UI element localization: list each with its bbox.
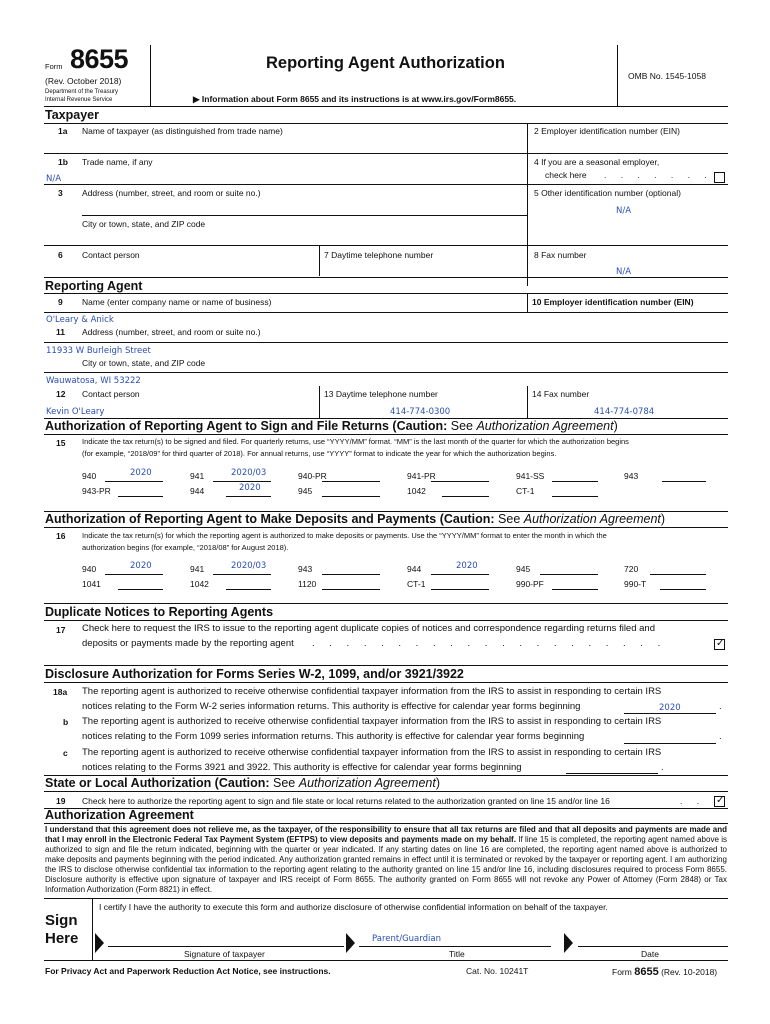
address-label: Address (number, street, and room or suite no.) [82,188,261,198]
l15-941-label: 941 [190,471,205,481]
l16-1120-label: 1120 [298,579,317,589]
taxpayer-section-title: Taxpayer [45,108,99,122]
l15-940-value[interactable]: 2020 [130,468,152,478]
agent-address-value[interactable]: 11933 W Burleigh Street [46,346,151,356]
l16-941-label: 941 [190,564,205,574]
l16-940-label: 940 [82,564,97,574]
l15-944-label: 944 [190,486,205,496]
other-id-label: 5 Other identification number (optional) [534,188,681,198]
fax-value[interactable]: N/A [616,267,632,277]
agent-contact-label: Contact person [82,389,140,399]
footer-form-id: Form 8655 (Rev. 10-2018) [612,966,718,978]
seasonal-label-2: check here [545,170,587,180]
line-18c-number: c [63,748,68,758]
check-mark-icon: ✓ [716,795,725,806]
date-field[interactable] [578,930,728,945]
sign-file-title: Authorization of Reporting Agent to Sign and File Returns (Caution: See Authorization Agreement) [45,419,618,433]
line-18b-text-1: The reporting agent is authorized to receive otherwise confidential taxpayer information from the IRS to assist in responding to certain IRS [82,716,662,727]
city-label: City or town, state, and ZIP code [82,219,206,229]
l16-944-label: 944 [407,564,422,574]
line-18b-text-2: notices relating to the Form 1099 series information returns. This authority is effective for calendar year forms beginning [82,731,585,742]
l15-940pr-label: 940-PR [298,471,327,481]
fax-label: 8 Fax number [534,250,587,260]
agreement-title: Authorization Agreement [45,808,194,822]
line-16-text-2: authorization begins (for example, “2018/08” for August 2018). [82,543,289,552]
line-17-number: 17 [56,625,66,635]
l15-941-value[interactable]: 2020/03 [231,468,267,478]
daytime-phone-label: 7 Daytime telephone number [324,250,434,260]
line-1b-number: 1b [58,157,68,167]
line-17-text-2: deposits or payments made by the reporting agent [82,638,294,649]
line-19-dots: . . [680,796,706,806]
date-label: Date [641,949,659,959]
l16-1042-label: 1042 [190,579,209,589]
line-18c-text-2: notices relating to the Forms 3921 and 3922. This authority is effective for calendar year forms beginning [82,762,522,773]
line-18a-value[interactable]: 2020 [659,703,681,713]
line-18b-period: . [719,731,722,742]
l16-943-label: 943 [298,564,313,574]
arrow-right-icon [564,933,573,953]
l16-1041-label: 1041 [82,579,101,589]
ein-label: 2 Employer identification number (EIN) [534,126,680,136]
line-19-number: 19 [56,796,66,806]
line-18a-period: . [719,701,722,712]
agent-name-label: Name (enter company name or name of business) [82,297,272,307]
line-17-text-1: Check here to request the IRS to issue to the reporting agent duplicate copies of notices and correspondence regarding returns filed and [82,623,655,634]
check-mark-icon: ✓ [716,638,725,649]
l16-720-label: 720 [624,564,639,574]
agent-fax-label: 14 Fax number [532,389,590,399]
trade-name-value[interactable]: N/A [46,174,62,184]
title-value[interactable]: Parent/Guardian [372,934,441,944]
l15-943pr-label: 943-PR [82,486,111,496]
sign-here-label: Sign Here [45,912,79,947]
line-3-number: 3 [58,188,63,198]
agent-contact-value[interactable]: Kevin O'Leary [46,407,105,417]
title-label: Title [449,949,465,959]
line-18a-text-2: notices relating to the Form W-2 series information returns. This authority is effective for calendar year forms beginning [82,701,581,712]
l16-945-label: 945 [516,564,531,574]
l15-940-label: 940 [82,471,97,481]
form-title: Reporting Agent Authorization [266,54,505,72]
line-18a-text-1: The reporting agent is authorized to receive otherwise confidential taxpayer information from the IRS to assist in responding to certain IRS [82,686,662,697]
l15-944-value[interactable]: 2020 [239,483,261,493]
agent-name-value[interactable]: O'Leary & Anick [46,315,114,325]
duplicate-notices-checkbox[interactable] [714,639,725,650]
line-15-number: 15 [56,438,66,448]
line-19-text: Check here to authorize the reporting agent to sign and file state or local returns related to the authorization granted on line 15 and/or line 16 [82,796,610,806]
deposits-title: Authorization of Reporting Agent to Make Deposits and Payments (Caution: See Authorization Agreement) [45,512,666,526]
line-12-number: 12 [56,389,66,399]
arrow-right-icon [95,933,104,953]
line-16-number: 16 [56,531,66,541]
department-line-1: Department of the Treasury [45,89,119,95]
line-15-text-2: (for example, “2018/09” for third quarter of 2018). For annual returns, use “YYYY” format to indicate the year for which the authorization begins. [82,449,557,458]
state-title: State or Local Authorization (Caution: See Authorization Agreement) [45,776,441,790]
trade-name-label: Trade name, if any [82,157,153,167]
agent-section-title: Reporting Agent [45,279,143,293]
form-word: Form [45,62,63,71]
revision: (Rev. October 2018) [45,76,122,86]
agent-city-label: City or town, state, and ZIP code [82,358,206,368]
line-17-dots: . . . . . . . . . . . . . . . . . . . . . [312,638,667,649]
l16-ct1-label: CT-1 [407,579,426,589]
l15-941ss-label: 941-SS [516,471,545,481]
line-1a-number: 1a [58,126,68,136]
line-18b-number: b [63,717,69,727]
l15-943-label: 943 [624,471,639,481]
agent-ein-label: 10 Employer identification number (EIN) [532,297,694,307]
line-6-number: 6 [58,250,63,260]
l16-990pf-label: 990-PF [516,579,544,589]
signature-field[interactable] [108,930,344,945]
seasonal-employer-checkbox[interactable] [714,172,725,183]
l16-940-value[interactable]: 2020 [130,561,152,571]
line-18a-number: 18a [53,687,68,697]
agent-city-value[interactable]: Wauwatosa, WI 53222 [46,376,141,386]
disclosure-title: Disclosure Authorization for Forms Series W-2, 1099, and/or 3921/3922 [45,667,464,681]
seasonal-dots: . . . . . . . [604,170,713,180]
taxpayer-name-label: Name of taxpayer (as distinguished from trade name) [82,126,283,136]
l16-941-value[interactable]: 2020/03 [231,561,267,571]
agent-fax-value[interactable]: 414-774-0784 [594,407,655,417]
contact-person-label: Contact person [82,250,140,260]
agent-address-label: Address (number, street, and room or suite no.) [82,327,261,337]
department-line-2: Internal Revenue Service [45,97,113,103]
privacy-notice: For Privacy Act and Paperwork Reduction Act Notice, see instructions. [45,966,331,976]
line-11-number: 11 [56,327,65,337]
line-15-text-1: Indicate the tax return(s) to be signed and filed. For quarterly returns, use “YYYY/MM” format. “MM” is the last month of the quarter for which the authorization begins [82,437,629,446]
arrow-right-icon [346,933,355,953]
duplicate-title: Duplicate Notices to Reporting Agents [45,605,274,619]
certify-text: I certify I have the authority to execute this form and authorize disclosure of otherwise confidential information on behalf of the taxpayer. [99,902,608,912]
omb-number: OMB No. 1545-1058 [628,71,706,81]
agent-phone-label: 13 Daytime telephone number [324,389,438,399]
agreement-text: I understand that this agreement does not relieve me, as the taxpayer, of the responsibility to ensure that all tax returns are filed and that all deposits and payments are made and that I may enroll in the Electronic Federal Tax Payment System (EFTPS) to view deposits and payments made on my behalf. If line 15 is completed, the reporting agent named above is authorized to sign and file the return indicated, beginning with the quarter or year indicated. If any starting dates on line 16 are completed, the reporting agent named above is authorized to make deposits and payments beginning with the period indicated. Any authorization granted remains in effect until it is terminated or revoked by the taxpayer or reporting agent. I am authorizing the IRS to disclose otherwise confidential tax information to the reporting agent relating to the authority granted on line 15 and/or line 16, including disclosures required to process Form 8655. Disclosure authority is effective upon signature of taxpayer and IRS receipt of Form 8655. The authority granted on Form 8655 will not revoke any Power of Attorney (Form 2848) or Tax Information Authorization (Form 8821) in effect. [45,825,728,894]
info-line: ▶ Information about Form 8655 and its instructions is at www.irs.gov/Form8655. [193,94,517,104]
line-16-text-1: Indicate the tax return(s) for which the reporting agent is authorized to make deposits or payments. Use the “YYYY/MM” format to enter the month in which the [82,531,607,540]
l15-941pr-label: 941-PR [407,471,436,481]
seasonal-label-1: 4 If you are a seasonal employer, [534,157,660,167]
l15-1042-label: 1042 [407,486,426,496]
line-18c-text-1: The reporting agent is authorized to receive otherwise confidential taxpayer information from the IRS to assist in responding to certain IRS [82,747,662,758]
l16-944-value[interactable]: 2020 [456,561,478,571]
agent-phone-value[interactable]: 414-774-0300 [390,407,451,417]
line-9-number: 9 [58,297,63,307]
other-id-value[interactable]: N/A [616,206,632,216]
l16-990t-label: 990-T [624,579,647,589]
line-18c-period: . [661,762,664,773]
l15-ct1-label: CT-1 [516,486,535,496]
signature-label: Signature of taxpayer [184,949,265,959]
l15-945-label: 945 [298,486,313,496]
catalog-number: Cat. No. 10241T [466,966,529,976]
state-local-checkbox[interactable] [714,796,725,807]
form-number: 8655 [70,44,129,74]
